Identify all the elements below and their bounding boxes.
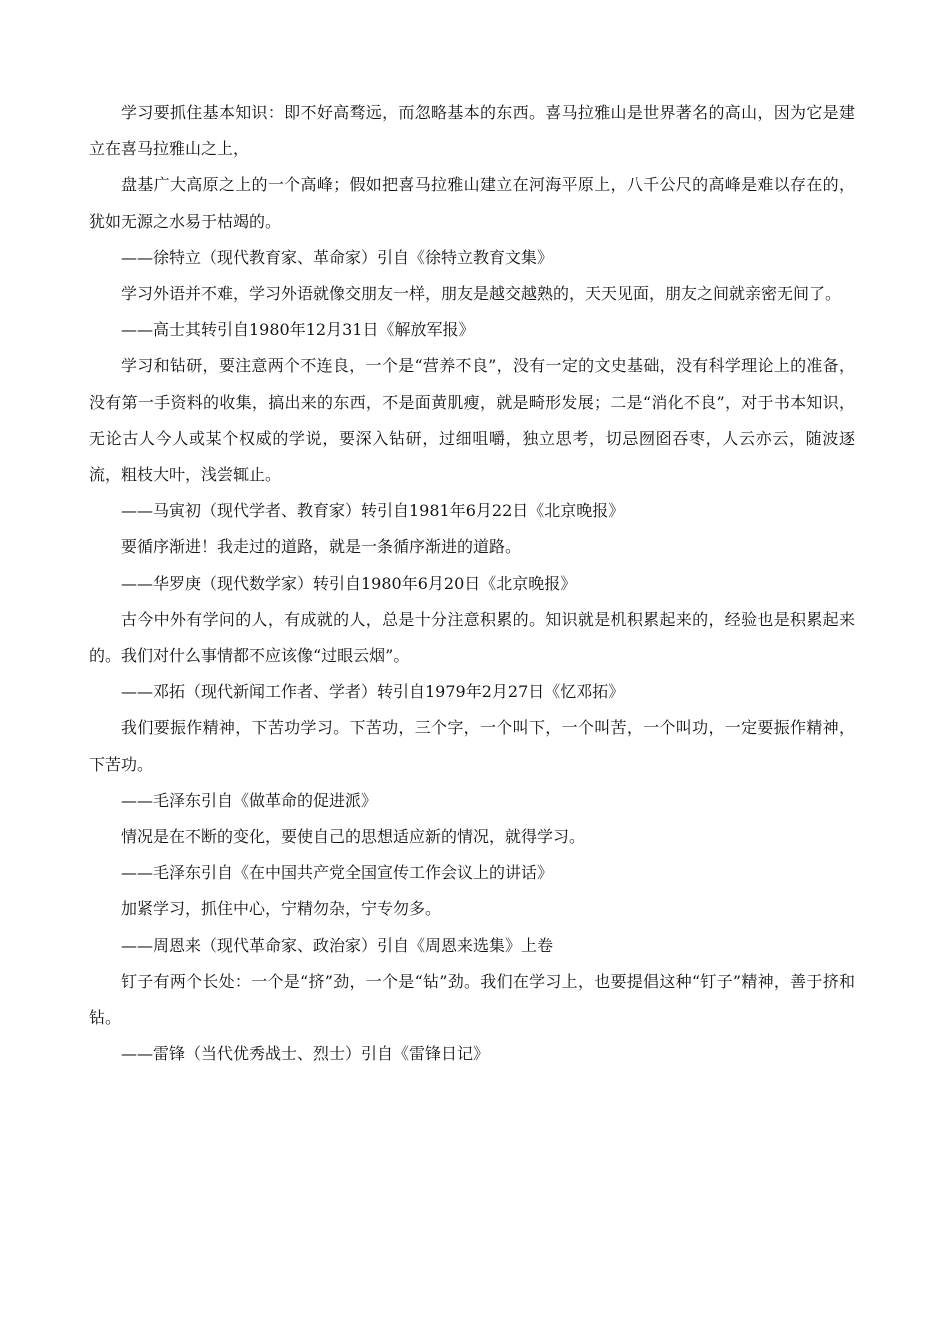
quote-attribution: ——华罗庚（现代数学家）转引自1980年6月20日《北京晚报》	[121, 573, 577, 593]
quote-paragraph: 学习外语并不难，学习外语就像交朋友一样，朋友是越交越熟的，天天见面，朋友之间就亲密无间了。	[121, 284, 842, 304]
quote-paragraph: 情况是在不断的变化，要使自己的思想适应新的情况，就得学习。	[121, 827, 586, 847]
quote-attribution: ——马寅初（现代学者、教育家）转引自1981年6月22日《北京晚报》	[121, 501, 625, 521]
quote-attribution: ——邓拓（现代新闻工作者、学者）转引自1979年2月27日《忆邓拓》	[121, 682, 625, 702]
quote-paragraph: 学习要抓住基本知识：即不好高骛远，而忽略基本的东西。喜马拉雅山是世界著名的高山，因为它是建立在喜马拉雅山之上，	[89, 103, 855, 159]
quote-paragraph: 古今中外有学问的人，有成就的人，总是十分注意积累的。知识就是机积累起来的，经验也是积累起来的。我们对什么事情都不应该像“过眼云烟”。	[89, 609, 855, 666]
quote-paragraph: 钉子有两个长处：一个是“挤”劲，一个是“钻”劲。我们在学习上，也要提倡这种“钉子”精神，善于挤和钻。	[89, 971, 855, 1028]
document-body	[89, 95, 855, 1072]
quote-paragraph: 我们要振作精神，下苦功学习。下苦功，三个字，一个叫下，一个叫苦，一个叫功，一定要振作精神，下苦功。	[89, 718, 855, 774]
quote-paragraph: 要循序渐进！我走过的道路，就是一条循序渐进的道路。	[121, 537, 522, 557]
quote-attribution: ——雷锋（当代优秀战士、烈士）引自《雷锋日记》	[121, 1044, 490, 1064]
quote-paragraph: 加紧学习，抓住中心，宁精勿杂，宁专勿多。	[121, 899, 442, 919]
quote-attribution: ——高士其转引自1980年12月31日《解放军报》	[121, 320, 475, 340]
quote-paragraph: 学习和钻研，要注意两个不连良，一个是“营养不良”，没有一定的文史基础，没有科学理论上的准备，没有第一手资料的收集，搞出来的东西，不是面黄肌瘦，就是畸形发展；二是“消化不良”，对于书本知识，无论古人今人或某个权威的学说，要深入钻研，过细咀嚼，独立思考，切忌囫囵吞枣，人云亦云，随波逐流，粗枝大叶，浅尝辄止。	[89, 356, 855, 485]
quote-paragraph: 盘基广大高原之上的一个高峰；假如把喜马拉雅山建立在河海平原上，八千公尺的高峰是难以存在的，犹如无源之水易于枯竭的。	[89, 175, 855, 231]
quote-attribution: ——徐特立（现代教育家、革命家）引自《徐特立教育文集》	[121, 247, 554, 267]
quote-attribution: ——毛泽东引自《在中国共产党全国宣传工作会议上的讲话》	[121, 863, 554, 883]
quote-attribution: ——毛泽东引自《做革命的促进派》	[121, 790, 378, 810]
quote-attribution: ——周恩来（现代革命家、政治家）引自《周恩来选集》上卷	[121, 935, 554, 955]
